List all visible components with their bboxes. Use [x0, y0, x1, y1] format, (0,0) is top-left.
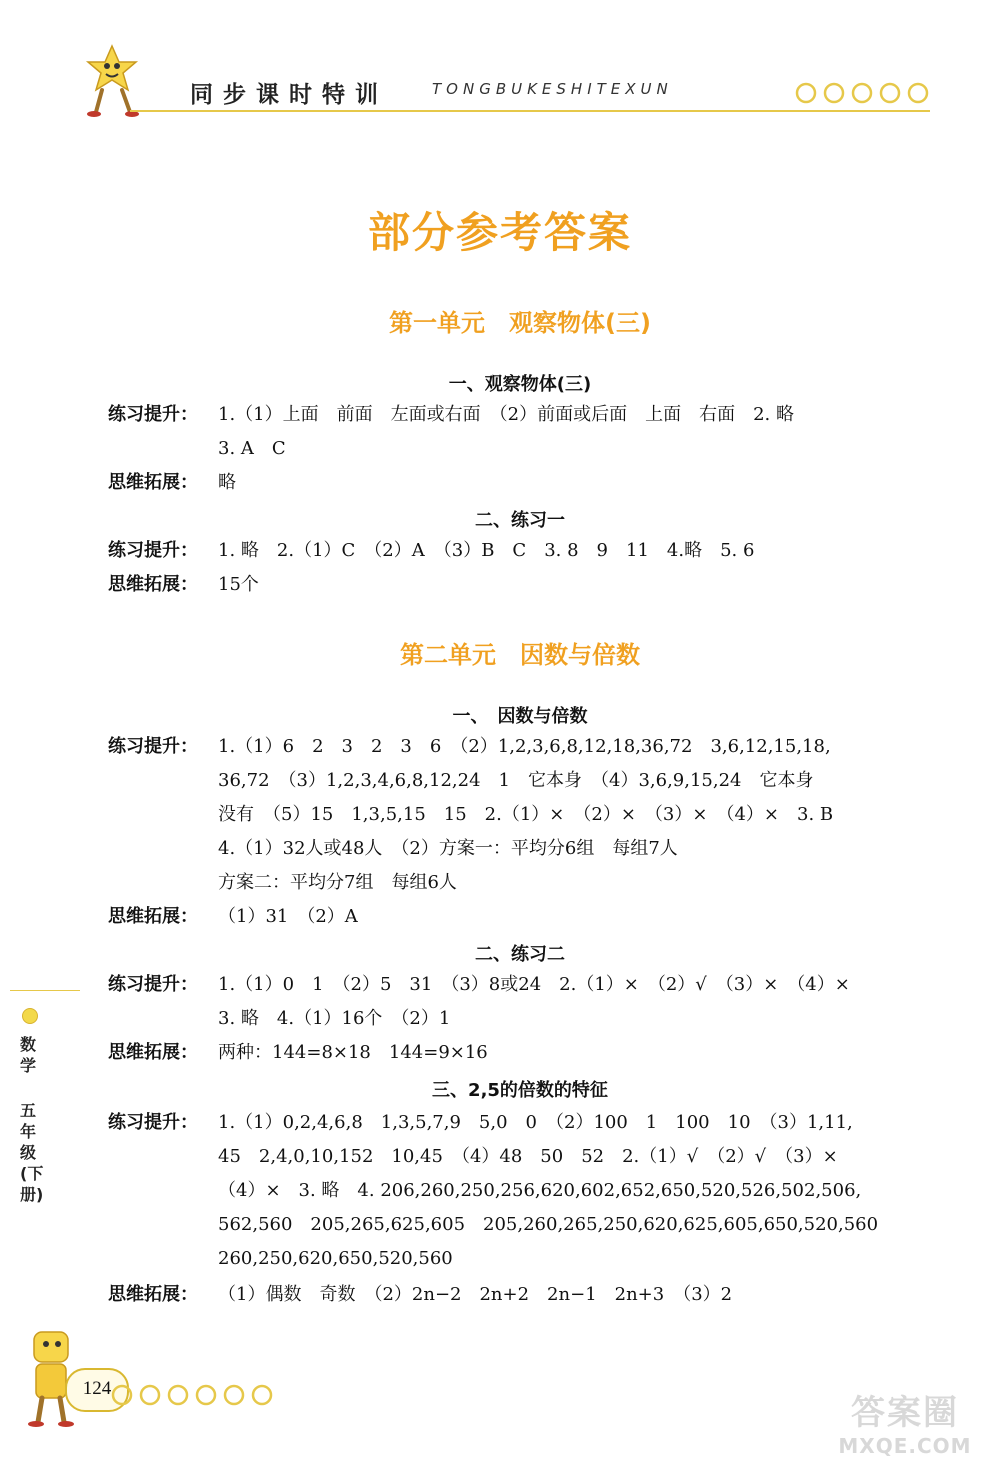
mascot-icon	[72, 40, 152, 120]
answer-row	[108, 466, 938, 500]
header-pinyin: TONGBUKESHITEXUN	[432, 80, 673, 98]
answer-row	[108, 568, 938, 602]
answer-text: 1. 略 2.（1）C （2）A （3）B C 3. 8 9 11 4.略 5. 6	[218, 540, 755, 561]
side-tab	[0, 990, 80, 1350]
watermark	[815, 1385, 995, 1465]
answer-row	[108, 1036, 938, 1070]
answer-row	[108, 534, 938, 568]
answer-row	[108, 1278, 938, 1312]
header-title: 同步课时特训	[190, 82, 388, 108]
page-footer	[20, 1310, 320, 1430]
subject-label: 数学	[20, 1035, 37, 1075]
answer-text: 没有 （5）15 1,3,5,15 15 2.（1）× （2）× （3）× （4）× 3. B	[218, 804, 834, 825]
row-label: 思维拓展：	[108, 906, 198, 927]
section-title: 三、2,5的倍数的特征	[432, 1080, 608, 1101]
answer-text: 1.（1）6 2 3 2 3 6 （2）1,2,3,6,8,12,18,36,72 3,6,12,15,18,	[218, 736, 831, 757]
answer-text: 1.（1）上面 前面 左面或右面 （2）前面或后面 上面 右面 2. 略	[218, 404, 794, 425]
page-title: 部分参考答案	[367, 208, 632, 257]
answer-row	[108, 1106, 938, 1140]
unit-title: 第二单元 因数与倍数	[400, 641, 640, 669]
row-label: 练习提升：	[108, 404, 198, 425]
header-rule	[130, 110, 930, 112]
bullet-icon	[22, 1008, 38, 1024]
answer-row	[108, 730, 938, 764]
row-label: 练习提升：	[108, 974, 198, 995]
answer-text: 1.（1）0,2,4,6,8 1,3,5,7,9 5,0 0 （2）100 1 100 10 （3）1,11,	[218, 1112, 853, 1133]
section-title: 一、 因数与倍数	[452, 706, 588, 727]
unit-title: 第一单元 观察物体(三)	[389, 309, 651, 337]
answer-text: 562,560 205,265,625,605 205,260,265,250,620,625,605,650,520,560	[218, 1214, 879, 1235]
row-label: 思维拓展：	[108, 574, 198, 595]
answer-text: 4.（1）32人或48人 （2）方案一：平均分6组 每组7人	[218, 838, 678, 859]
row-label: 思维拓展：	[108, 472, 198, 493]
answer-row	[108, 398, 938, 432]
answer-text: 3. A C	[218, 438, 286, 459]
row-label: 练习提升：	[108, 540, 198, 561]
page-number: 124	[65, 1368, 129, 1412]
row-label: 思维拓展：	[108, 1284, 198, 1305]
side-rule	[10, 990, 80, 991]
grade-label: 五年级(下册)	[20, 1101, 44, 1204]
answer-text: 方案二：平均分7组 每组6人	[218, 872, 457, 893]
answer-text: 1.（1）0 1 （2）5 31 （3）8或24 2.（1）× （2）√ （3）× （4）×	[218, 974, 850, 995]
section-title: 二、练习一	[475, 510, 565, 531]
decorative-circles-icon	[108, 1384, 278, 1406]
watermark-bottom: MXQE.COM	[838, 1434, 972, 1458]
answer-text: （1）31 （2）A	[218, 906, 358, 927]
row-label: 思维拓展：	[108, 1042, 198, 1063]
section-title: 一、观察物体(三)	[448, 374, 592, 395]
watermark-top: 答案圈	[851, 1393, 959, 1433]
answer-row	[108, 900, 938, 934]
answer-text: 15个	[218, 574, 259, 595]
answer-text: 260,250,620,650,520,560	[218, 1248, 453, 1269]
answer-text: 36,72 （3）1,2,3,4,6,8,12,24 1 它本身 （4）3,6,9,15,24 它本身	[218, 770, 814, 791]
decorative-circles-icon	[795, 82, 935, 104]
answer-text: （1）偶数 奇数 （2）2n−2 2n+2 2n−1 2n+3 （3）2	[218, 1284, 733, 1305]
answer-text: 略	[218, 472, 236, 493]
answer-text: 3. 略 4.（1）16个 （2）1	[218, 1008, 451, 1029]
answer-row	[108, 968, 938, 1002]
answer-text: （4）× 3. 略 4. 206,260,250,256,620,602,652,650,520,526,502,506,	[218, 1180, 862, 1201]
page-header	[60, 40, 940, 130]
row-label: 练习提升：	[108, 1112, 198, 1133]
answer-text: 45 2,4,0,10,152 10,45 （4）48 50 52 2.（1）√ （2）√ （3）×	[218, 1146, 838, 1167]
section-title: 二、练习二	[475, 944, 565, 965]
answer-text: 两种：144=8×18 144=9×16	[218, 1042, 488, 1063]
row-label: 练习提升：	[108, 736, 198, 757]
